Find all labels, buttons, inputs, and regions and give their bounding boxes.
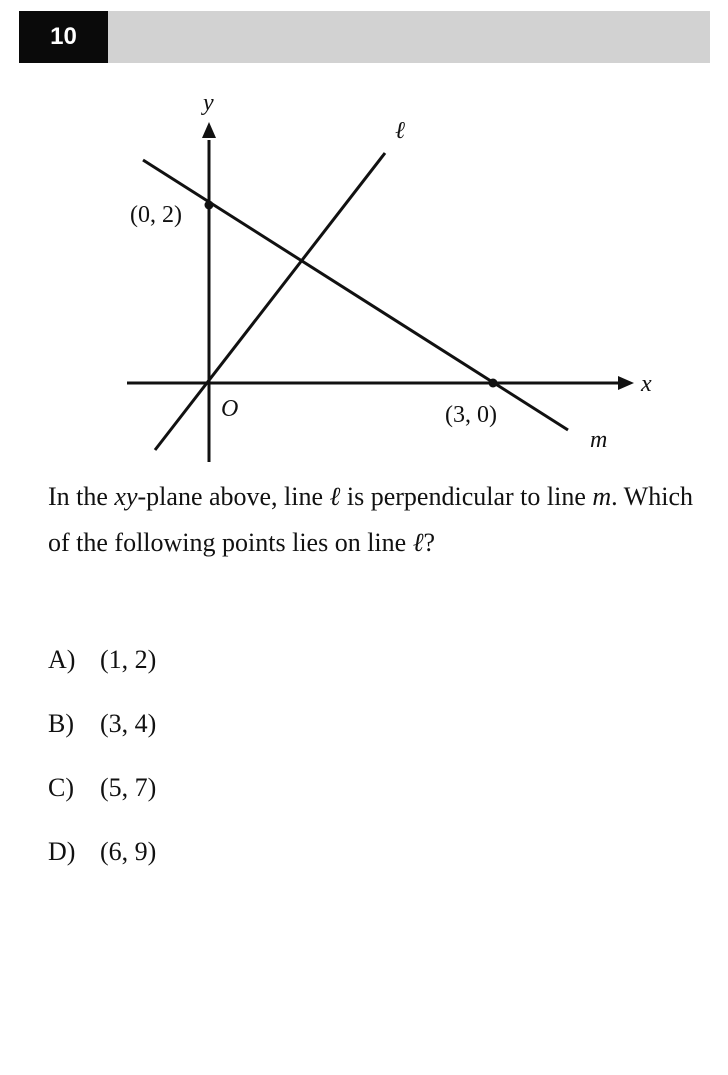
axis-y-label: y (203, 90, 214, 116)
x-intercept-label: (3, 0) (445, 402, 497, 428)
line-m (143, 160, 568, 430)
choice-a[interactable] (48, 638, 156, 702)
line-l-label: ℓ (395, 118, 405, 144)
question-number: 10 (19, 11, 108, 63)
point-y-intercept (205, 201, 214, 210)
choice-letter: D) (48, 837, 76, 866)
choice-b[interactable] (48, 702, 156, 766)
question-text (48, 474, 698, 566)
y-intercept-label: (0, 2) (130, 202, 182, 228)
origin-label: O (221, 396, 239, 422)
coordinate-figure (0, 0, 728, 470)
var-m: m (592, 482, 612, 511)
choice-c[interactable] (48, 766, 156, 830)
line-m-label: m (590, 427, 608, 453)
question-part: In the (48, 482, 115, 511)
var-l: ℓ (329, 482, 341, 511)
question-part: . Which of the following points lies on line (48, 482, 693, 557)
choice-letter: A) (48, 645, 76, 674)
y-axis-arrow (202, 122, 216, 138)
choice-letter: B) (48, 709, 74, 738)
answer-choices (48, 638, 156, 894)
var-l: ℓ (412, 528, 424, 557)
choice-text: (5, 7) (100, 773, 157, 802)
question-part: is perpendicular to line (340, 482, 593, 511)
line-l (155, 153, 385, 450)
axis-x-label: x (641, 371, 652, 397)
choice-letter: C) (48, 773, 74, 802)
question-part: ? (423, 528, 436, 557)
choice-d[interactable] (48, 830, 156, 894)
var-xy: xy (114, 482, 138, 511)
choice-text: (6, 9) (100, 837, 157, 866)
point-x-intercept (489, 379, 498, 388)
choice-text: (1, 2) (100, 645, 157, 674)
x-axis-arrow (618, 376, 634, 390)
question-part: -plane above, line (137, 482, 330, 511)
choice-text: (3, 4) (100, 709, 157, 738)
